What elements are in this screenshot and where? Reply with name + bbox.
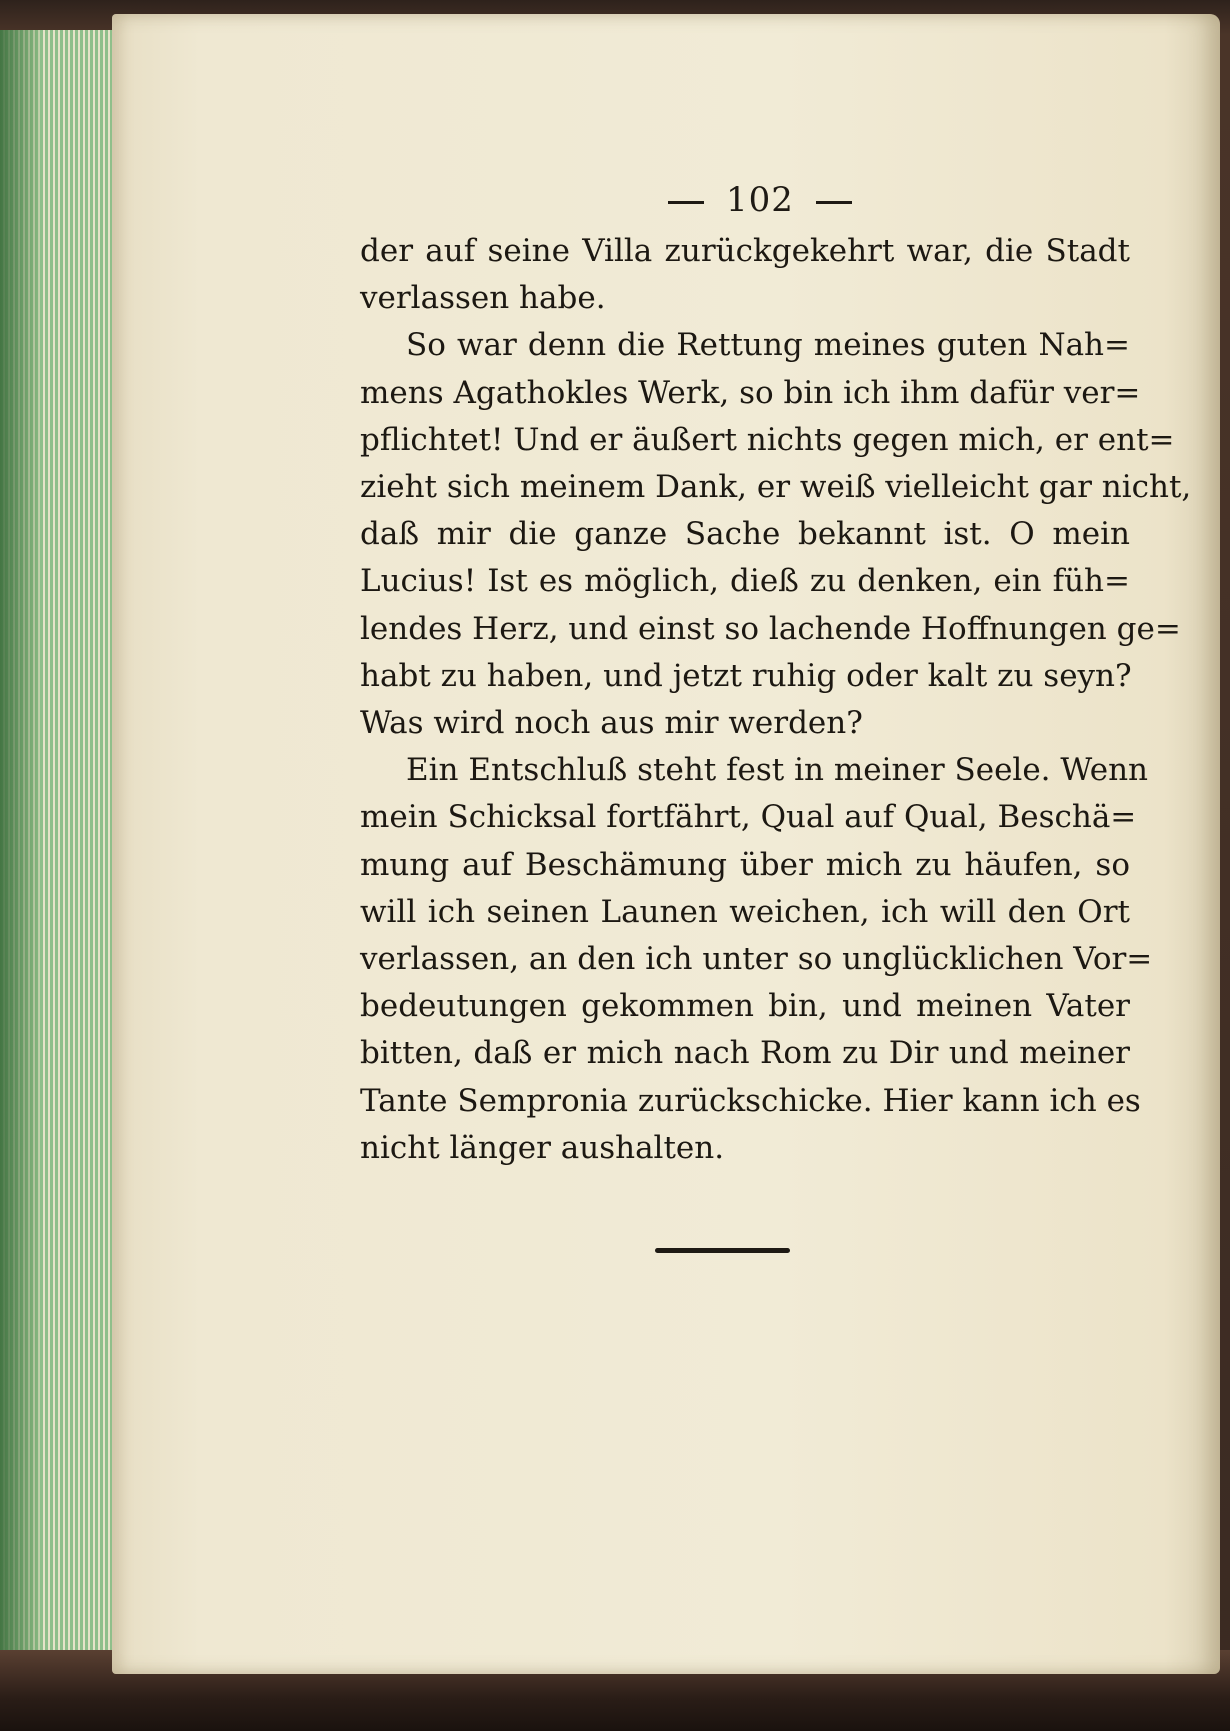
text-line: lendes Herz, und einst so lachende Hoffnungen ge=	[360, 610, 1181, 647]
text-line: der auf seine Villa zurückgekehrt war, die Stadt	[360, 233, 1130, 269]
header-dash-right	[816, 201, 852, 204]
text-line: bitten, daß er mich nach Rom zu Dir und meiner	[360, 1035, 1130, 1072]
page-number: 102	[726, 180, 794, 220]
text-line: mens Agathokles Werk, so bin ich ihm dafür ver=	[360, 374, 1141, 411]
text-line: mung auf Beschämung über mich zu häufen, so	[360, 846, 1130, 883]
text-line: habt zu haben, und jetzt ruhig oder kalt zu seyn?	[360, 657, 1132, 694]
text-line: Was wird noch aus mir werden?	[360, 705, 863, 742]
text-line: So war denn die Rettung meines guten Nah=	[406, 327, 1130, 364]
text-line: verlassen, an den ich unter so unglücklichen Vor=	[360, 941, 1153, 978]
text-line: will ich seinen Launen weichen, ich will den Ort	[360, 893, 1130, 930]
text-line: zieht sich meinem Dank, er weiß vielleicht gar nicht,	[360, 469, 1192, 506]
text-line: mein Schicksal fortfährt, Qual auf Qual, Beschä=	[360, 799, 1137, 836]
text-line: nicht länger aushalten.	[360, 1129, 725, 1166]
text-line: Tante Sempronia zurückschicke. Hier kann ich es	[360, 1082, 1141, 1119]
section-end-rule	[655, 1248, 790, 1253]
text-line: Lucius! Ist es möglich, dieß zu denken, ein füh=	[360, 563, 1130, 600]
text-line: daß mir die ganze Sache bekannt ist. O mein	[360, 516, 1130, 553]
text-line: bedeutungen gekommen bin, und meinen Vater	[360, 988, 1130, 1025]
text-line: Ein Entschluß steht fest in meiner Seele. Wenn	[406, 752, 1149, 789]
page-edges-shade	[0, 30, 40, 1650]
header-dash-left	[668, 201, 704, 204]
page-header	[640, 180, 880, 220]
body-text	[360, 228, 1192, 1172]
text-line: verlassen habe.	[360, 280, 606, 317]
text-line: pflichtet! Und er äußert nichts gegen mich, er ent=	[360, 421, 1175, 458]
